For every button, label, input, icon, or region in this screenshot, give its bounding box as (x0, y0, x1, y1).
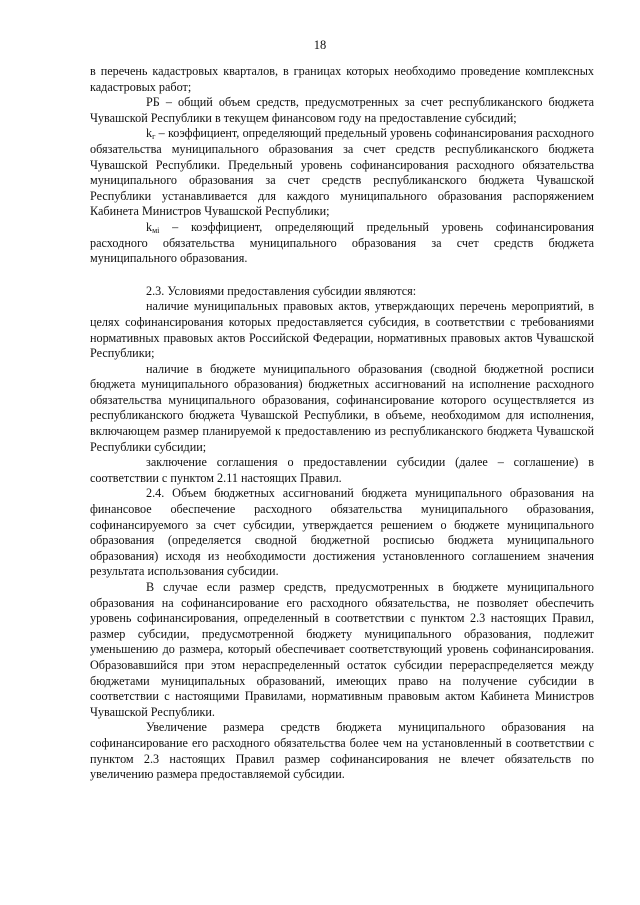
paragraph-cadastral-quarters: в перечень кадастровых кварталов, в границах которых необходимо проведение комплексных кадастровых работ; (90, 64, 594, 94)
coefficient-symbol: k (146, 126, 153, 141)
paragraph-section-2-3: 2.3. Условиями предоставления субсидии являются: (146, 283, 417, 298)
paragraph-text: – коэффициент, определяющий предельный уровень софинансирования расходного обязательства муниципального образования за счет средств республиканского бюджета Чувашской Республики. Предельный уровень софинансирования расходного обязательства муниципального образования за счет средств республиканского бюджета Чувашской Республики устанавливается для каждого муниципального образования распоряжением Кабинета Министров Чувашской Республики; (90, 126, 594, 219)
page-number: 18 (313, 38, 327, 52)
paragraph-kg-definition (90, 126, 594, 220)
paragraph-municipal-acts: наличие муниципальных правовых актов, утверждающих перечень мероприятий, в целях софинансирования которых предоставляется субсидия, в соответствии с требованиями нормативных правовых актов Российской Федерации, нормативных правовых актов Чувашской Республики; (90, 299, 594, 361)
paragraph-subsidy-reduction: В случае если размер средств, предусмотренных в бюджете муниципального образования на софинансирование его расходного обязательства, не позволяет обеспечить уровень софинансирования, определенный в соответствии с пунктом 2.3 настоящих Правил, размер субсидии, предусмотренной бюджету муниципального образования, подлежит уменьшению до размера, который обеспечивает соответствующий уровень софинансирования. Образовавшийся при этом нераспределенный остаток субсидии перераспределяется между бюджетами муниципальных образований, имеющих право на получение субсидии в соответствии с настоящими Правилами, нормативным правовым актом Кабинета Министров Чувашской Республики. (90, 580, 594, 719)
paragraph-text: – коэффициент, определяющий предельный уровень софинансирования расходного обязательства муниципального образования за счет средств бюджета муниципального образования. (90, 219, 594, 266)
paragraph-cofinancing-increase: Увеличение размера средств бюджета муниципального образования на софинансирование его расходного обязательства более чем на установленный в соответствии с пунктом 2.3 настоящих Правил размер софинансирования не влечет обязательств по увеличению размера предоставляемой субсидии. (90, 720, 594, 782)
paragraph-section-2-4: 2.4. Объем бюджетных ассигнований бюджета муниципального образования на финансовое обеспечение расходного обязательства муниципального образования, софинансируемого за счет субсидии, утверждается решением о бюджете муниципального образования (определяется сводной бюджетной росписью бюджета муниципального образования) исходя из необходимости достижения установленного соглашением значения результата использования субсидии. (90, 486, 594, 579)
coefficient-symbol: k (146, 219, 153, 234)
paragraph-kmi-definition (90, 220, 594, 267)
paragraph-budget-allocations: наличие в бюджете муниципального образования (сводной бюджетной росписи бюджета муниципального образования) бюджетных ассигнований на исполнение расходного обязательства муниципального образования, софинансирование которого осуществляется из республиканского бюджета Чувашской Республики, в объеме, необходимом для исполнения, включающем размер планируемой к предоставлению из республиканского бюджета Чувашской Республики субсидии; (90, 361, 594, 454)
paragraph-agreement: заключение соглашения о предоставлении субсидии (далее – соглашение) в соответствии с пунктом 2.11 настоящих Правил. (90, 455, 594, 485)
paragraph-rb-definition: РБ – общий объем средств, предусмотренных за счет республиканского бюджета Чувашской Республики в текущем финансовом году на предоставление субсидий; (90, 95, 594, 125)
coefficient-subscript: мi (152, 225, 160, 235)
document-body (90, 64, 594, 783)
coefficient-subscript: г (152, 132, 156, 142)
